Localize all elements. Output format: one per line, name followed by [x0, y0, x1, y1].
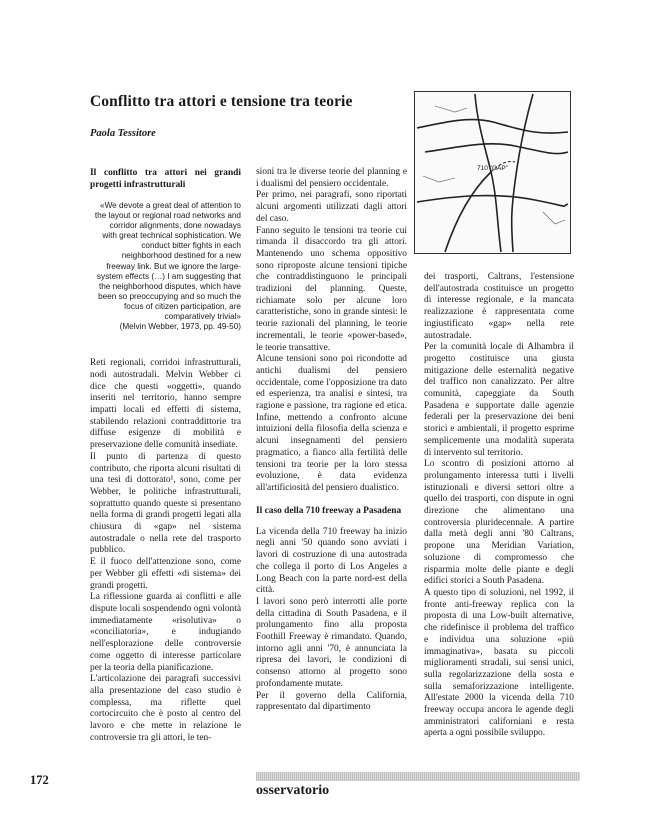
column-2 — [256, 167, 407, 787]
paragraph: I lavori sono però interrotti alle porte della cittadina di South Pasadena, e il prolungamento fino alla proposta Foothill Freeway è rimandato. Quando, intorno agli anni '70, è annunciata la ripresa dei lavori, le condizioni di consenso attorno al progetto sono profondamente mutate. — [256, 596, 407, 689]
paragraph: dei trasporti, Caltrans, l'estensione dell'autostrada costituisce un progetto di interesse regionale, e la mancata realizzazione è rappresentata come ingiustificato «gap» nella rete autostradale. — [424, 272, 574, 341]
paragraph: Lo scontro di posizioni attorno al prolungamento interessa tutti i livelli istituzionali e diversi settori oltre a quello dei trasporti, con dispute in ogni direzione che alimentano una controversia pluridecennale. A partire dalla metà degli anni '80 Caltrans, propone una Meridian Variation, soluzione di compromesso che risparmia molte delle piante e degli edifici storici a South Pasadena. — [424, 459, 574, 587]
section-heading: Il conflitto tra attori nei grandi progetti infrastrutturali — [90, 168, 241, 190]
column-1 — [90, 167, 241, 787]
freeway-map-drawing — [415, 92, 570, 253]
paragraph: L'articolazione dei paragrafi successivi alla presentazione del caso studio è complessa, ma riflette quel cortocircuito che è posto al centro del lavoro e che mette in relazione le controversie tra gli attori, le ten- — [90, 674, 241, 743]
paragraph: Fanno seguito le tensioni tra teorie cui rimanda il disaccordo tra gli attori. Mantenendo uno schema oppositivo sono riproposte alcune tensioni tipiche che contraddistinguono le principali tradizioni del planning. Queste, richiamate solo per alcune loro caratteristiche, sono in grande sintesi: le teorie razionali del planning, le teorie incrementali, le teorie «power-based», le teorie transattive. — [256, 225, 407, 353]
section-heading: Il caso della 710 freeway a Pasadena — [256, 505, 402, 516]
quote-citation: (Melvin Webber, 1973, pp. 49-50) — [119, 322, 241, 332]
paragraph: Alcune tensioni sono poi ricondotte ad antichi dualismi del pensiero occidentale, come l'opposizione tra dato ed esperienza, tra analisi e sintesi, tra ragione e passione, tra ragione ed etica. Infine, mettendo a confronto alcune intuizioni della filosofia della scienza e alcuni insegnamenti del pensiero pragmatico, a fianco alla fertilità delle tensioni tra teorie per la loro stessa evoluzione, è data evidenza all'artificiosità del pensiero dualistico. — [256, 354, 407, 493]
column-3 — [424, 272, 574, 787]
paragraph: Per primo, nei paragrafi, sono riportati alcuni argomenti utilizzati dagli attori del caso. — [256, 190, 407, 224]
paragraph: A questo tipo di soluzioni, nel 1992, il fronte anti-freeway replica con la proposta di una Low-built alternative, che ridefinisce il problema del traffico e individua una soluzione «più immaginativa», basata su piccoli miglioramenti stradali, sui sensi unici, sulla regolarizzazione della sosta e sulla semaforizzazione intelligente. All'estate 2000 la vicenda della 710 freeway occupa ancora le agende degli amministratori californiani e resta aperta a ogni possibile sviluppo. — [424, 587, 574, 739]
map-label: 710 "GAP" — [477, 165, 508, 172]
author-name: Paola Tessitore — [90, 128, 156, 139]
paragraph: Il punto di partenza di questo contributo, che riporta alcuni risultati di una tesi di dottorato¹, sono, come per Webber, le politiche infrastrutturali, soprattutto quando queste si presentano nella forma di grandi progetti legati alla chiusura di «gap» nel sistema autostradale o nella rete del trasporto pubblico. — [90, 451, 241, 556]
map-figure — [414, 91, 571, 254]
epigraph-quote — [90, 201, 241, 332]
paragraph: La vicenda della 710 freeway ha inizio negli anni '50 quando sono avviati i lavori di costruzione di una autostrada che collega il porto di Los Angeles a Long Beach con la parte nord-est della città. — [256, 526, 407, 596]
paragraph: sioni tra le diverse teorie del planning e i dualismi del pensiero occidentale. — [256, 167, 407, 189]
paragraph: Per la comunità locale di Alhambra il progetto costituisce una giusta mitigazione delle esternalità negative del traffico non canalizzato. Per altre comunità, capeggiate da South Pasadena e supportate dalle agenzie federali per la preservazione dei beni storici e ambientali, il progetto esprime semplicemente una modalità superata di intervento sul territorio. — [424, 342, 574, 458]
paragraph: E il fuoco dell'attenzione sono, come per Webber gli effetti «di sistema» dei grandi progetti. — [90, 557, 241, 591]
paragraph: Per il governo della California, rappresentato dal dipartimento — [256, 690, 407, 713]
section-name: osservatorio — [256, 783, 330, 798]
paragraph: La riflessione guarda ai conflitti e alle dispute locali sospendendo ogni volontà immediatamente «risolutiva» o «conciliatoria», e indugiando nell'esplorazione delle controversie come oggetto di interesse particolare per la teoria della pianificazione. — [90, 592, 241, 673]
paragraph: Reti regionali, corridoi infrastrutturali, nodi autostradali. Melvin Webber ci dice che questi «oggetti», quando inseriti nel territorio, hanno sempre impatti locali ed effetti di sistema, stabilendo relazioni contraddittorie tra diffuse esigenze di mobilità e preservazione delle comunità insediate. — [90, 358, 241, 451]
quote-text: «We devote a great deal of attention to the layout or regional road networks and corridor alignments, done nowadays with great technical sophistication. We conduct bitter fights in each neighborhood destined for a new freeway link. But we ignore the large- system effects (…) I am suggesting that the neighborhood disputes, which have been so preoccupying and so much the focus of citizen participation, are comparatively trivial» — [94, 201, 241, 322]
footer-band — [256, 772, 580, 781]
page-number: 172 — [30, 773, 49, 787]
article-title: Conflitto tra attori e tensione tra teorie — [90, 93, 353, 110]
